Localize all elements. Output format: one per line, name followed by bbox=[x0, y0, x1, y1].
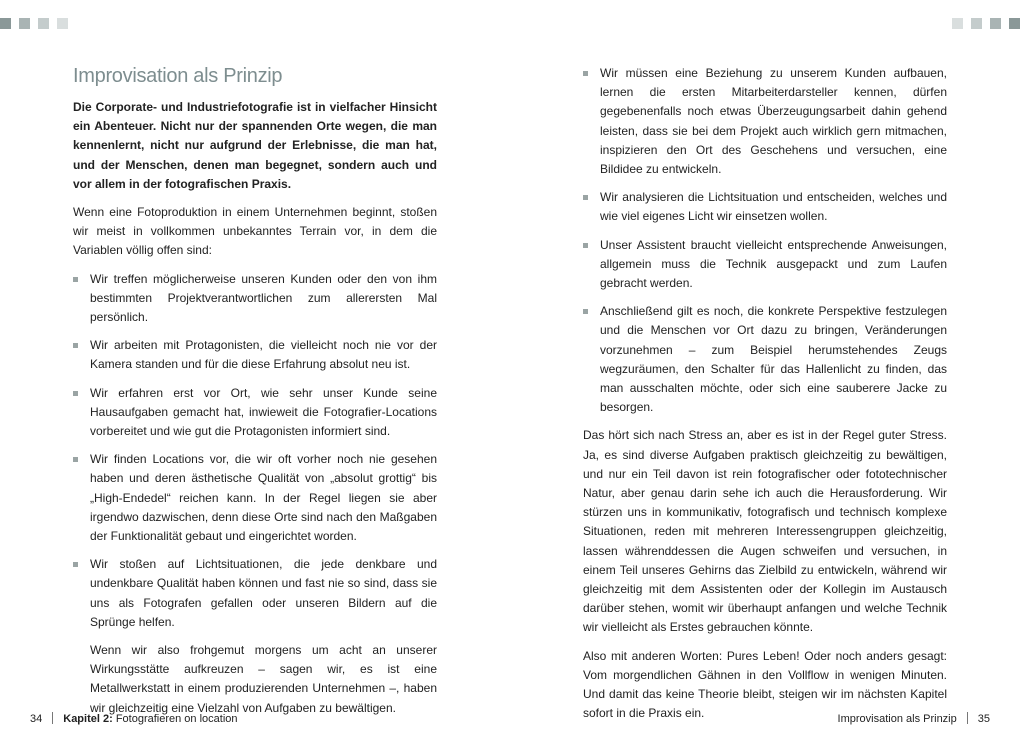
bullet-square-icon bbox=[583, 243, 588, 248]
list-item-text: Wir müssen eine Beziehung zu unserem Kunden aufbauen, lernen die ersten Mitarbeiterdarsteller kennen, dürfen gegebenenfalls noch etwas Überzeugungsarbeit dahin gehend leisten, dass sie bei dem Projekt auch wirklich gern mitmachen, inspizieren den Ort des Geschehens und versuchen, eine Bildidee zu entwickeln. bbox=[600, 66, 947, 177]
list-item bbox=[583, 302, 947, 417]
bullet-list-right bbox=[583, 64, 947, 417]
list-item bbox=[73, 555, 437, 632]
page-number: 35 bbox=[977, 713, 990, 725]
list-item-text: Anschließend gilt es noch, die konkrete Perspektive festzulegen und die Menschen vor Ort dazu zu bringen, Veränderungen vorzunehmen – zum Beispiel herumstehendes Zeugs wegzuräumen, den Schalter für das Hallenlicht zu finden, das man ausschalten möchte, oder sich eine sauberere Jacke zu besorgen. bbox=[600, 304, 947, 415]
bullet-square-icon bbox=[73, 391, 78, 396]
left-page-column bbox=[73, 64, 437, 727]
running-title: Improvisation als Prinzip bbox=[837, 713, 957, 725]
intro-paragraph: Wenn eine Fotoproduktion in einem Unternehmen beginnt, stoßen wir meist in vollkommen unbekanntes Terrain vor, in dem die Variablen völlig offen sind: bbox=[73, 205, 437, 258]
list-item bbox=[73, 450, 437, 546]
list-item-text: Wir analysieren die Lichtsituation und entscheiden, welches und wie viel eigenes Licht wir einsetzen wollen. bbox=[600, 190, 947, 224]
bullet-square-icon bbox=[73, 457, 78, 462]
page-title: Improvisation als Prinzip bbox=[73, 65, 283, 87]
bullet-square-icon bbox=[73, 277, 78, 282]
bullet-square-icon bbox=[583, 71, 588, 76]
footer-left bbox=[30, 712, 238, 725]
chapter-label: Kapitel 2: bbox=[63, 713, 113, 725]
corner-squares-left bbox=[0, 18, 68, 29]
footer-divider bbox=[967, 712, 968, 724]
closing-paragraph: Wenn wir also frohgemut morgens um acht an unserer Wirkungsstätte aufkreuzen – sagen wir, es ist eine Metallwerkstatt in einem produzierenden Unternehmen –, haben wir gleichzeitig eine Vielzahl von Aufgaben zu bewältigen. bbox=[90, 643, 437, 715]
list-item bbox=[583, 64, 947, 179]
list-item bbox=[73, 384, 437, 442]
decor-square bbox=[990, 18, 1001, 29]
footer-right bbox=[838, 712, 990, 725]
bullet-square-icon bbox=[583, 309, 588, 314]
decor-square bbox=[0, 18, 11, 29]
bullet-list-left bbox=[73, 270, 437, 632]
list-item bbox=[73, 270, 437, 328]
bullet-square-icon bbox=[583, 195, 588, 200]
decor-square bbox=[971, 18, 982, 29]
decor-square bbox=[952, 18, 963, 29]
decor-square bbox=[57, 18, 68, 29]
decor-square bbox=[19, 18, 30, 29]
list-item bbox=[583, 236, 947, 294]
list-item-text: Wir erfahren erst vor Ort, wie sehr unser Kunde seine Hausaufgaben gemacht hat, inwieweit die Fotografier-Locations vorbereitet und wie gut die Protagonisten informiert sind. bbox=[90, 385, 437, 439]
chapter-title: Fotografieren on location bbox=[115, 713, 238, 725]
list-item-text: Unser Assistent braucht vielleicht entsprechende Anweisungen, allgemein muss die Technik ausgepackt und zum Laufen gebracht werden. bbox=[600, 237, 947, 291]
footer-divider bbox=[52, 712, 53, 724]
right-page-column bbox=[583, 64, 947, 733]
list-item-text: Wir finden Locations vor, die wir oft vorher noch nie gesehen haben und deren ästhetische Qualität von „absolut grottig“ bis „High-Endedel“ reichen kann. In der Regel liegen sie aber irgendwo dazwischen, denn diese Orte sind nach den Maßgaben der Funktionalität gebaut und eingerichtet worden. bbox=[90, 452, 437, 544]
list-item-text: Wir arbeiten mit Protagonisten, die vielleicht noch nie vor der Kamera standen und für die diese Erfahrung absolut neu ist. bbox=[90, 338, 437, 372]
body-paragraph: Also mit anderen Worten: Pures Leben! Oder noch anders gesagt: Vom morgendlichen Gähnen in den Vollflow in wenigen Minuten. Und damit das keine Theorie bleibt, steigen wir im nächsten Kapitel sofort in die Praxis ein. bbox=[583, 648, 947, 721]
page-number: 34 bbox=[30, 713, 43, 725]
lead-paragraph: Die Corporate- und Industriefotografie ist in vielfacher Hinsicht ein Abenteuer. Nicht nur der spannenden Orte wegen, die man kennenlernt, nicht nur aufgrund der Erlebnisse, die man hat, und der Menschen, denen man begegnet, sondern auch und vor allem in der fotografischen Praxis. bbox=[73, 100, 437, 191]
body-paragraph: Das hört sich nach Stress an, aber es ist in der Regel guter Stress. Ja, es sind diverse Aufgaben praktisch gleichzeitig zu bewältigen, und nur ein Teil davon ist rein fotografischer oder fototechnischer Natur, aber genau darin sehe ich auch die Herausforderung. Wir stürzen uns in kommunikativ, fotografisch und technisch komplexe Situationen, reden mit mehreren Interessengruppen gleichzeitig, lassen währenddessen die Augen schweifen und versuchen, in einem Teil unseres Gehirns das Zielbild zu entwickeln, während wir gleichzeitig mit dem Assistenten oder der Kollegin im Austausch darüber stehen, womit wir überhaupt anfangen und welche Technik wir vielleicht als Erstes gebrauchen könnte. bbox=[583, 428, 947, 635]
decor-square bbox=[38, 18, 49, 29]
list-item-text: Wir stoßen auf Lichtsituationen, die jede denkbare und undenkbare Qualität haben können und fast nie so sind, dass sie uns als Fotografen gefallen oder unseren Bildern auf die Sprünge helfen. bbox=[90, 557, 437, 629]
bullet-square-icon bbox=[73, 562, 78, 567]
list-item-text: Wir treffen möglicherweise unseren Kunden oder den von ihm bestimmten Projektverantwortlichen zum allerersten Mal persönlich. bbox=[90, 271, 437, 325]
decor-square bbox=[1009, 18, 1020, 29]
list-item bbox=[583, 188, 947, 226]
list-item bbox=[73, 336, 437, 374]
bullet-square-icon bbox=[73, 343, 78, 348]
corner-squares-right bbox=[952, 18, 1020, 29]
